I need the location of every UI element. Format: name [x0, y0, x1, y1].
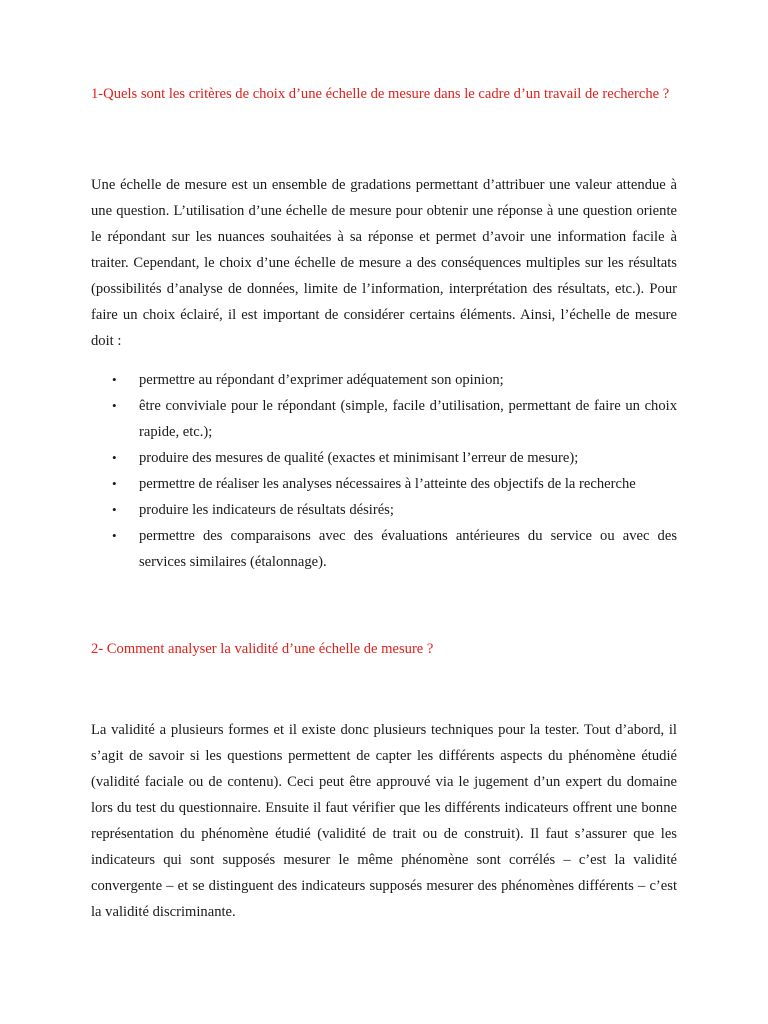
- criteria-list: [91, 367, 677, 575]
- list-item-text: permettre au répondant d’exprimer adéquatement son opinion;: [139, 372, 504, 388]
- list-item-text: produire les indicateurs de résultats désirés;: [139, 502, 394, 518]
- list-item-text: produire des mesures de qualité (exactes et minimisant l’erreur de mesure);: [139, 450, 579, 466]
- bullet-icon: •: [112, 372, 117, 387]
- list-item: [91, 367, 677, 393]
- bullet-icon: •: [112, 528, 117, 543]
- list-item: [91, 497, 677, 523]
- list-item: [91, 445, 677, 471]
- bullet-icon: •: [112, 450, 117, 465]
- list-item: [91, 471, 677, 497]
- bullet-icon: •: [112, 502, 117, 517]
- section-1-heading: 1-Quels sont les critères de choix d’une échelle de mesure dans le cadre d’un travail de recherche ?: [91, 86, 670, 102]
- bullet-icon: •: [112, 398, 117, 413]
- list-item: [91, 393, 677, 445]
- section-2-paragraph: La validité a plusieurs formes et il existe donc plusieurs techniques pour la tester. Tout d’abord, il s’agit de savoir si les questions permettent de capter les différents aspects du phénomène étudié (validité faciale ou de contenu). Ceci peut être approuvé via le jugement d’un expert du domaine lors du test du questionnaire. Ensuite il faut vérifier que les différents indicateurs offrent une bonne représentation du phénomène étudié (validité de trait ou de construit). Il faut s’assurer que les indicateurs qui sont supposés mesurer le même phénomène sont corrélés – c’est la validité convergente – et se distinguent des indicateurs supposés mesurer des phénomènes différents – c’est la validité discriminante.: [91, 722, 677, 920]
- list-item-text: permettre de réaliser les analyses nécessaires à l’atteinte des objectifs de la recherche: [139, 476, 636, 492]
- bullet-icon: •: [112, 476, 117, 491]
- list-item-text: être conviviale pour le répondant (simple, facile d’utilisation, permettant de faire un choix rapide, etc.);: [139, 398, 677, 440]
- list-item-text: permettre des comparaisons avec des évaluations antérieures du service ou avec des services similaires (étalonnage).: [139, 528, 677, 570]
- section-2-heading: 2- Comment analyser la validité d’une échelle de mesure ?: [91, 641, 434, 657]
- list-item: [91, 523, 677, 575]
- section-1-paragraph: Une échelle de mesure est un ensemble de gradations permettant d’attribuer une valeur attendue à une question. L’utilisation d’une échelle de mesure pour obtenir une réponse à une question oriente le répondant sur les nuances souhaitées à sa réponse et permet d’avoir une information facile à traiter. Cependant, le choix d’une échelle de mesure a des conséquences multiples sur les résultats (possibilités d’analyse de données, limite de l’information, interprétation des résultats, etc.). Pour faire un choix éclairé, il est important de considérer certains éléments. Ainsi, l’échelle de mesure doit :: [91, 177, 677, 349]
